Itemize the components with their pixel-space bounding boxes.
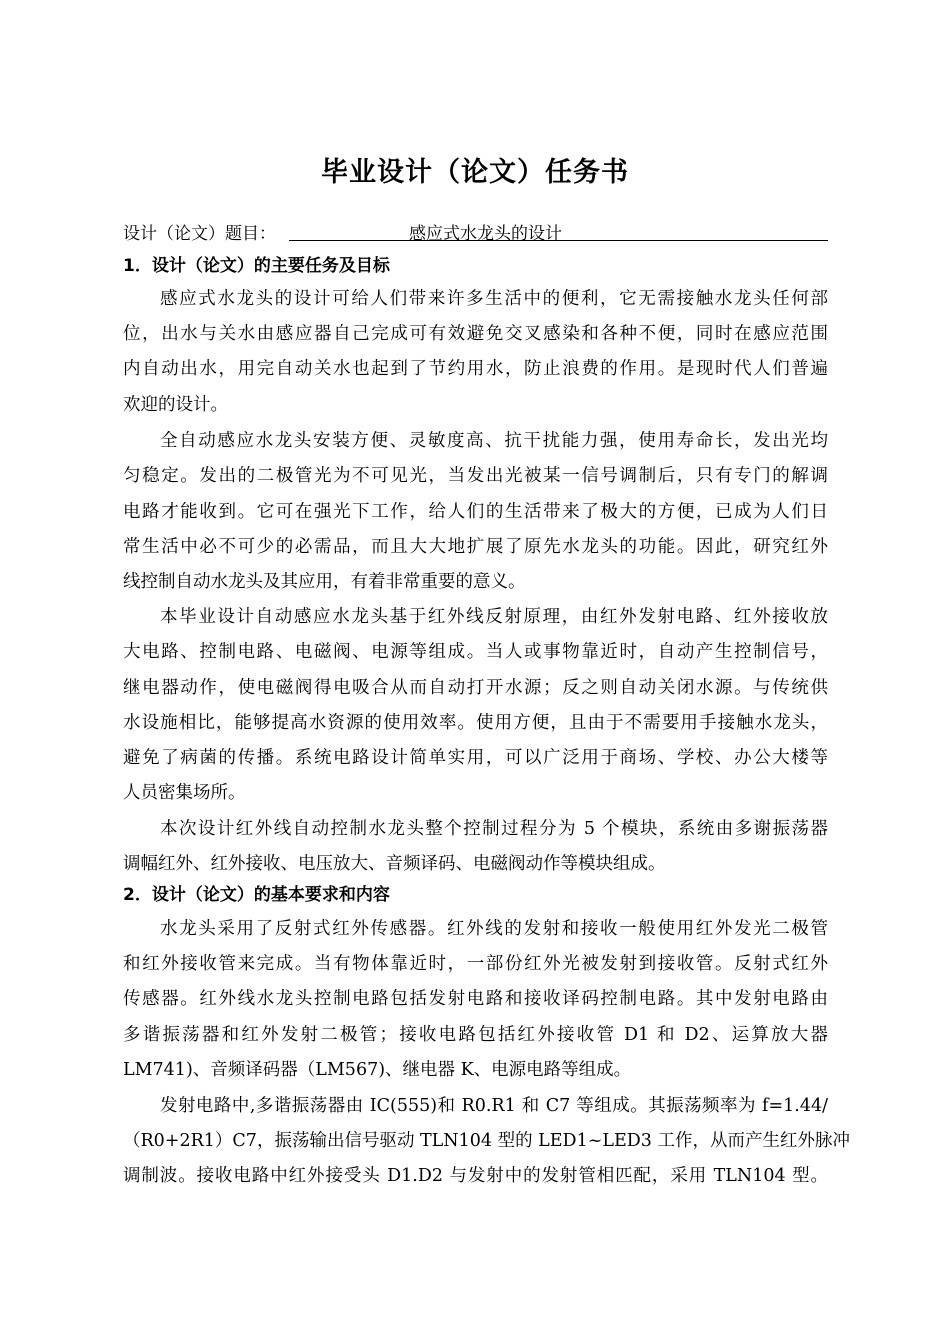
paragraph-line: 人员密集场所。 [123,783,246,803]
paragraph-line: 水龙头采用了反射式红外传感器。红外线的发射和接收一般使用红外发光二极管 [160,919,828,939]
paragraph-line: 避免了病菌的传播。系统电路设计简单实用，可以广泛用于商场、学校、办公大楼等 [123,748,828,768]
document-title: 毕业设计（论文）任务书 [321,157,629,188]
paragraph-line: 本次设计红外线自动控制水龙头整个控制过程分为 5 个模块，系统由多谢振荡器 [160,819,828,839]
thesis-topic-row [123,219,828,243]
paragraph-line: LM741)、音频译码器（LM567)、继电器 K、电源电路等组成。 [123,1060,632,1080]
paragraph-line: 电路才能收到。它可在强光下工作，给人们的生活带来了极大的方便，已成为人们日 [123,502,828,522]
paragraph-line: 常生活中必不可少的必需品，而且大大地扩展了原先水龙头的功能。因此，研究红外 [123,537,828,557]
paragraph-line: 大电路、控制电路、电磁阀、电源等组成。当人或事物靠近时，自动产生控制信号， [123,642,828,662]
paragraph-line: 多谐振荡器和红外发射二极管；接收电路包括红外接收管 D1 和 D2、运算放大器 [123,1025,828,1045]
section-2-heading: 2．设计（论文）的基本要求和内容 [123,885,390,905]
topic-label: 设计（论文）题目： [123,224,276,244]
paragraph-line: 发射电路中,多谐振荡器由 IC(555)和 R0.R1 和 C7 等组成。其振荡频率为 f=1.44/ [160,1096,828,1116]
paragraph-line: 全自动感应水龙头安装方便、灵敏度高、抗干扰能力强，使用寿命长，发出光均 [160,431,828,451]
paragraph-line: 感应式水龙头的设计可给人们带来许多生活中的便利，它无需接触水龙头任何部 [160,289,828,309]
paragraph-line: 匀稳定。发出的二极管光为不可见光，当发出光被某一信号调制后，只有专门的解调 [123,466,828,486]
paragraph-line: 水设施相比，能够提高水资源的使用效率。使用方便，且由于不需要用手接触水龙头， [123,713,828,733]
paragraph-line: 内自动出水，用完自动关水也起到了节约用水，防止浪费的作用。是现时代人们普遍 [123,359,828,379]
paragraph-line: 调幅红外、红外接收、电压放大、音频译码、电磁阀动作等模块组成。 [123,854,666,874]
paragraph-line: 调制波。接收电路中红外接受头 D1.D2 与发射中的发射管相匹配，采用 TLN104 型。 [123,1166,828,1186]
paragraph-line: 继电器动作，使电磁阀得电吸合从而自动打开水源；反之则自动关闭水源。与传统供 [123,678,828,698]
paragraph-line: 和红外接收管来完成。当有物体靠近时，一部份红外光被发射到接收管。反射式红外 [123,954,828,974]
paragraph-line: 传感器。红外线水龙头控制电路包括发射电路和接收译码控制电路。其中发射电路由 [123,989,828,1009]
section-1-heading: 1．设计（论文）的主要任务及目标 [123,256,390,276]
paragraph-line: （R0+2R1）C7，振荡输出信号驱动 TLN104 型的 LED1~LED3 工作，从而产生红外脉冲 [123,1131,850,1151]
paragraph-line: 位，出水与关水由感应器自己完成可有效避免交叉感染和各种不便，同时在感应范围 [123,324,828,344]
paragraph-line: 线控制自动水龙头及其应用，有着非常重要的意义。 [123,572,526,592]
topic-value: 感应式水龙头的设计 [289,219,828,241]
paragraph-line: 欢迎的设计。 [123,395,228,415]
paragraph-line: 本毕业设计自动感应水龙头基于红外线反射原理，由红外发射电路、红外接收放 [160,607,828,627]
